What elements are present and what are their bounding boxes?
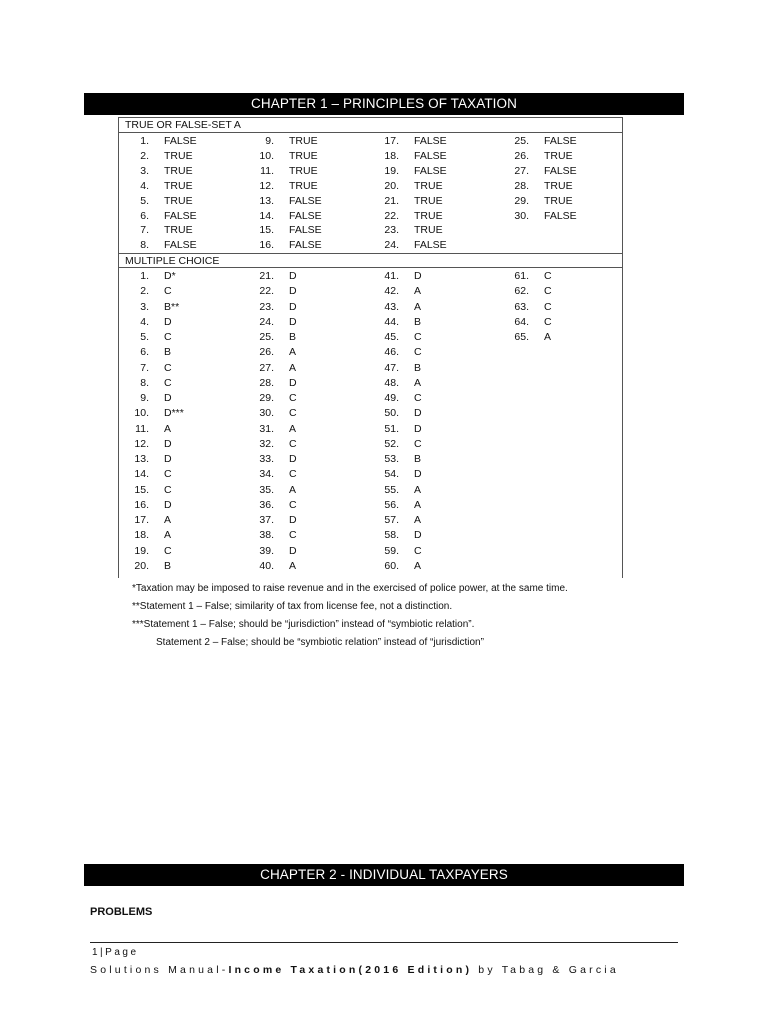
footnote-3: ***Statement 1 – False; should be “jurisdiction” instead of “symbiotic relation”. (132, 619, 475, 630)
item-number: 62. (514, 285, 529, 298)
item-answer: A (289, 361, 297, 374)
footnote-4: Statement 2 – False; should be “symbiotic relation” instead of “jurisdiction” (156, 637, 484, 648)
item-answer: A (164, 422, 172, 435)
item-number: 32. (259, 437, 274, 450)
item-answer: TRUE (289, 149, 318, 162)
item-answer: A (289, 483, 297, 496)
item-answer: FALSE (544, 209, 577, 222)
item-answer: C (289, 437, 297, 450)
item-number: 27. (259, 361, 274, 374)
item-answer: FALSE (414, 164, 447, 177)
item-number: 43. (384, 300, 399, 313)
item-answer: B (164, 559, 172, 572)
page-number: 1|Page (92, 947, 139, 958)
item-answer: D (289, 315, 297, 328)
item-number: 40. (259, 559, 274, 572)
item-number: 63. (514, 300, 529, 313)
item-answer: D (289, 544, 297, 557)
item-number: 25. (514, 135, 529, 147)
item-number: 6. (140, 346, 149, 359)
item-number: 5. (140, 194, 149, 207)
item-answer: FALSE (289, 239, 322, 252)
item-answer: TRUE (164, 224, 193, 237)
item-answer: FALSE (289, 209, 322, 222)
item-answer: FALSE (164, 239, 197, 252)
item-number: 11. (260, 164, 274, 177)
item-number: 22. (384, 209, 399, 222)
item-number: 15. (134, 483, 149, 496)
item-answer: A (289, 422, 297, 435)
item-number: 12. (259, 179, 274, 192)
item-answer: C (414, 392, 422, 404)
item-number: 12. (134, 437, 149, 450)
item-answer: FALSE (289, 224, 322, 237)
footer-divider (90, 942, 678, 943)
item-answer: D (414, 468, 422, 481)
item-answer: TRUE (414, 179, 443, 192)
item-number: 1. (140, 270, 149, 282)
problems-heading: PROBLEMS (90, 906, 153, 918)
item-number: 61. (514, 270, 529, 282)
item-number: 17. (384, 135, 399, 147)
item-number: 37. (259, 514, 274, 526)
item-answer: A (414, 300, 422, 313)
item-answer: FALSE (414, 239, 447, 252)
item-answer: C (289, 529, 297, 542)
item-number: 1. (140, 135, 149, 147)
item-number: 14. (259, 209, 274, 222)
item-number: 2. (140, 149, 149, 162)
item-answer: TRUE (164, 149, 193, 162)
item-number: 35. (259, 483, 274, 496)
item-answer: B** (164, 300, 180, 313)
item-number: 4. (140, 315, 149, 328)
item-number: 5. (140, 331, 149, 343)
item-number: 56. (384, 498, 399, 511)
footer-authors: by Tabag & Garcia (472, 964, 619, 976)
item-answer: D (414, 422, 422, 435)
item-answer: C (164, 331, 172, 343)
item-number: 30. (259, 407, 274, 420)
item-answer: C (164, 376, 172, 389)
item-answer: C (414, 331, 422, 343)
item-answer: A (414, 285, 422, 298)
item-answer: D (289, 285, 297, 298)
item-number: 33. (259, 453, 274, 465)
item-number: 7. (140, 224, 149, 237)
item-answer: A (544, 331, 552, 343)
item-answer: B (289, 331, 297, 343)
item-number: 24. (259, 315, 274, 328)
item-answer: C (289, 468, 297, 481)
item-number: 27. (514, 164, 529, 177)
item-answer: C (544, 285, 552, 298)
item-answer: TRUE (164, 164, 193, 177)
item-number: 3. (140, 164, 149, 177)
item-number: 64. (514, 315, 529, 328)
item-answer: C (164, 285, 172, 298)
item-answer: B (414, 361, 422, 374)
item-number: 53. (384, 453, 399, 465)
item-number: 21. (384, 194, 399, 207)
item-answer: D (289, 376, 297, 389)
item-answer: D (289, 300, 297, 313)
item-answer: A (414, 498, 422, 511)
item-answer: D (289, 514, 297, 526)
item-number: 14. (134, 468, 149, 481)
item-number: 8. (140, 239, 149, 252)
answer-key-table (118, 117, 623, 578)
item-answer: D (414, 529, 422, 542)
item-answer: D (414, 270, 422, 282)
item-number: 50. (384, 407, 399, 420)
item-answer: D (164, 437, 172, 450)
item-number: 24. (384, 239, 399, 252)
item-number: 49. (384, 392, 399, 404)
item-number: 6. (140, 209, 149, 222)
item-answer: D* (164, 270, 176, 282)
item-answer: A (414, 376, 422, 389)
item-answer: FALSE (414, 135, 447, 147)
item-number: 45. (384, 331, 399, 343)
item-number: 29. (514, 194, 529, 207)
item-number: 31. (259, 422, 274, 435)
item-number: 57. (384, 514, 399, 526)
item-answer: FALSE (164, 209, 197, 222)
item-answer: D*** (164, 407, 184, 420)
item-answer: C (414, 544, 422, 557)
item-answer: FALSE (164, 135, 197, 147)
item-number: 36. (259, 498, 274, 511)
item-number: 9. (265, 135, 274, 147)
item-number: 18. (384, 149, 399, 162)
item-answer: B (414, 453, 422, 465)
item-answer: A (414, 514, 422, 526)
footnotes (132, 580, 568, 652)
item-answer: D (164, 453, 172, 465)
item-answer: C (414, 346, 422, 359)
item-answer: C (164, 361, 172, 374)
item-answer: C (164, 483, 172, 496)
item-answer: FALSE (289, 194, 322, 207)
item-number: 28. (259, 376, 274, 389)
item-number: 3. (140, 300, 149, 313)
item-answer: C (289, 407, 297, 420)
item-number: 18. (134, 529, 149, 542)
item-number: 9. (140, 392, 149, 404)
item-number: 30. (514, 209, 529, 222)
chapter-1-title: CHAPTER 1 – PRINCIPLES OF TAXATION (84, 93, 684, 115)
item-answer: C (544, 300, 552, 313)
item-number: 15. (259, 224, 274, 237)
item-answer: TRUE (289, 164, 318, 177)
item-answer: C (414, 437, 422, 450)
item-number: 52. (384, 437, 399, 450)
item-number: 60. (384, 559, 399, 572)
item-number: 10. (134, 407, 149, 420)
item-number: 46. (384, 346, 399, 359)
item-answer: C (164, 544, 172, 557)
item-answer: B (414, 315, 422, 328)
item-number: 8. (140, 376, 149, 389)
item-number: 23. (384, 224, 399, 237)
item-number: 4. (140, 179, 149, 192)
footer-prefix: Solutions Manual- (90, 964, 229, 976)
item-number: 23. (259, 300, 274, 313)
item-number: 19. (134, 544, 149, 557)
footnote-2: **Statement 1 – False; similarity of tax from license fee, not a distinction. (132, 601, 453, 612)
item-answer: TRUE (289, 179, 318, 192)
item-answer: C (544, 315, 552, 328)
item-number: 47. (384, 361, 399, 374)
item-answer: TRUE (544, 149, 573, 162)
item-number: 29. (259, 392, 274, 404)
item-number: 25. (259, 331, 274, 343)
item-answer: C (289, 498, 297, 511)
item-answer: TRUE (164, 179, 193, 192)
item-number: 10. (259, 149, 274, 162)
item-answer: TRUE (164, 194, 193, 207)
item-answer: C (289, 392, 297, 404)
item-answer: A (414, 559, 422, 572)
item-answer: D (164, 315, 172, 328)
item-number: 16. (134, 498, 149, 511)
item-number: 51. (384, 422, 399, 435)
item-answer: D (289, 453, 297, 465)
footer-book-title: Income Taxation(2016 Edition) (228, 964, 473, 976)
item-number: 7. (140, 361, 149, 374)
item-number: 44. (384, 315, 399, 328)
item-answer: A (164, 514, 172, 526)
item-number: 28. (514, 179, 529, 192)
footnote-1: *Taxation may be imposed to raise revenue and in the exercised of police power, at the same time. (132, 583, 568, 594)
true-false-header: TRUE OR FALSE-SET A (119, 118, 622, 133)
item-answer: FALSE (544, 135, 577, 147)
item-number: 11. (135, 422, 149, 435)
item-number: 54. (384, 468, 399, 481)
item-number: 19. (384, 164, 399, 177)
item-number: 41. (384, 270, 399, 282)
item-answer: D (289, 270, 297, 282)
item-answer: TRUE (414, 194, 443, 207)
item-answer: A (414, 483, 422, 496)
footer-title (90, 964, 619, 976)
chapter-2-title: CHAPTER 2 - INDIVIDUAL TAXPAYERS (84, 864, 684, 886)
item-answer: A (289, 346, 297, 359)
item-answer: TRUE (544, 194, 573, 207)
item-answer: FALSE (414, 149, 447, 162)
item-answer: B (164, 346, 172, 359)
item-number: 17. (134, 514, 149, 526)
item-answer: A (164, 529, 172, 542)
item-answer: D (164, 498, 172, 511)
item-number: 65. (514, 331, 529, 343)
item-number: 59. (384, 544, 399, 557)
item-answer: TRUE (289, 135, 318, 147)
item-answer: C (544, 270, 552, 282)
item-number: 26. (514, 149, 529, 162)
item-number: 55. (384, 483, 399, 496)
item-answer: TRUE (544, 179, 573, 192)
item-answer: C (164, 468, 172, 481)
item-number: 2. (140, 285, 149, 298)
item-answer: FALSE (544, 164, 577, 177)
item-number: 22. (259, 285, 274, 298)
multiple-choice-header: MULTIPLE CHOICE (119, 253, 622, 268)
item-number: 20. (134, 559, 149, 572)
item-number: 39. (259, 544, 274, 557)
item-answer: A (289, 559, 297, 572)
item-number: 13. (259, 194, 274, 207)
item-number: 58. (384, 529, 399, 542)
item-number: 48. (384, 376, 399, 389)
item-answer: D (414, 407, 422, 420)
item-number: 20. (384, 179, 399, 192)
item-number: 34. (259, 468, 274, 481)
item-answer: D (164, 392, 172, 404)
item-number: 26. (259, 346, 274, 359)
item-number: 21. (259, 270, 274, 282)
item-number: 42. (384, 285, 399, 298)
item-answer: TRUE (414, 224, 443, 237)
item-answer: TRUE (414, 209, 443, 222)
item-number: 13. (134, 453, 149, 465)
item-number: 38. (259, 529, 274, 542)
item-number: 16. (259, 239, 274, 252)
